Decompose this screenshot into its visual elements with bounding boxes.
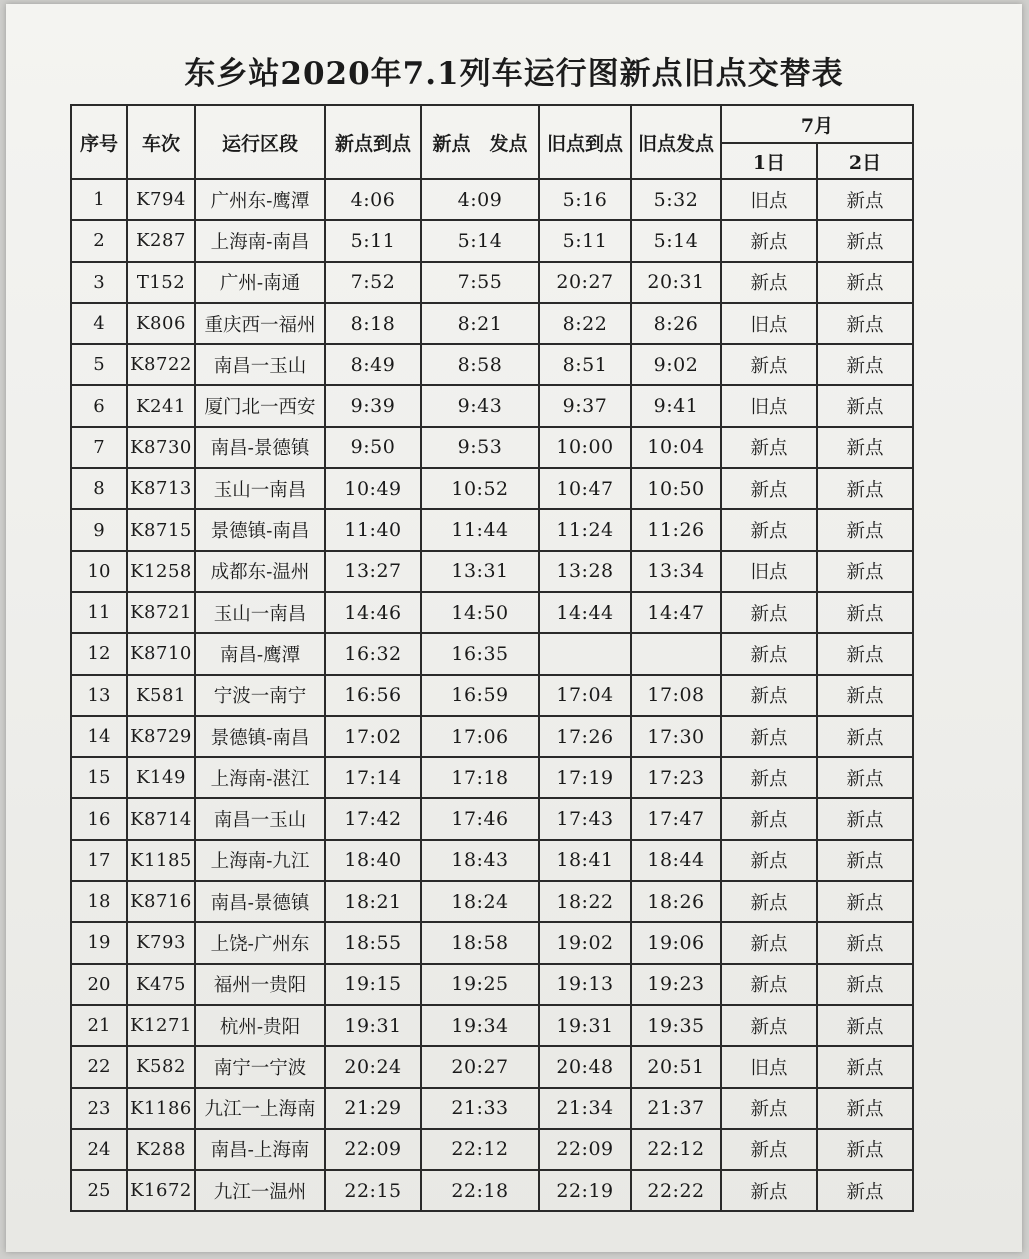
cell-new-arrive: 16:56: [325, 675, 421, 716]
cell-day1: 新点: [721, 675, 817, 716]
table-row: [71, 385, 913, 426]
cell-new-depart: 9:53: [421, 427, 539, 468]
cell-old-depart: 18:26: [631, 881, 721, 922]
cell-old-depart: 10:04: [631, 427, 721, 468]
cell-old-arrive: 10:00: [539, 427, 631, 468]
cell-new-arrive: 17:42: [325, 798, 421, 839]
cell-day1: 新点: [721, 220, 817, 261]
cell-new-depart: 13:31: [421, 551, 539, 592]
cell-day1: 旧点: [721, 303, 817, 344]
cell-old-arrive: 18:22: [539, 881, 631, 922]
cell-new-arrive: 22:15: [325, 1170, 421, 1211]
cell-day1: 新点: [721, 468, 817, 509]
cell-new-arrive: 17:02: [325, 716, 421, 757]
cell-seq: 15: [71, 757, 127, 798]
cell-section: 杭州-贵阳: [195, 1005, 325, 1046]
cell-new-depart: 4:09: [421, 179, 539, 220]
cell-train: K1186: [127, 1088, 195, 1129]
cell-section: 上海南-九江: [195, 840, 325, 881]
page-title: 东乡站2020年7.1列车运行图新点旧点交替表: [184, 56, 844, 92]
cell-old-depart: 14:47: [631, 592, 721, 633]
cell-new-depart: 5:14: [421, 220, 539, 261]
table-row: [71, 964, 913, 1005]
cell-day1: 新点: [721, 427, 817, 468]
cell-train: K8714: [127, 798, 195, 839]
cell-old-arrive: 17:19: [539, 757, 631, 798]
cell-new-depart: 17:06: [421, 716, 539, 757]
cell-day2: 新点: [817, 1005, 913, 1046]
header-month: 7月: [721, 105, 913, 143]
cell-day1: 新点: [721, 1170, 817, 1211]
cell-section: 景德镇-南昌: [195, 509, 325, 550]
cell-train: K1271: [127, 1005, 195, 1046]
cell-day1: 新点: [721, 1129, 817, 1170]
cell-old-arrive: 17:43: [539, 798, 631, 839]
cell-new-depart: 19:34: [421, 1005, 539, 1046]
cell-new-depart: 22:12: [421, 1129, 539, 1170]
header-train: 车次: [127, 105, 195, 179]
cell-train: K8715: [127, 509, 195, 550]
header-section: 运行区段: [195, 105, 325, 179]
cell-old-depart: 20:31: [631, 262, 721, 303]
cell-day1: 新点: [721, 881, 817, 922]
cell-seq: 11: [71, 592, 127, 633]
cell-new-arrive: 16:32: [325, 633, 421, 674]
cell-day2: 新点: [817, 757, 913, 798]
cell-old-depart: 18:44: [631, 840, 721, 881]
cell-day2: 新点: [817, 179, 913, 220]
cell-day1: 新点: [721, 344, 817, 385]
cell-new-depart: 14:50: [421, 592, 539, 633]
cell-day2: 新点: [817, 509, 913, 550]
table-body: [71, 179, 913, 1211]
cell-seq: 12: [71, 633, 127, 674]
table-row: [71, 303, 913, 344]
table-row: [71, 551, 913, 592]
cell-day2: 新点: [817, 592, 913, 633]
cell-old-depart: 9:41: [631, 385, 721, 426]
table-row: [71, 344, 913, 385]
cell-old-arrive: 17:04: [539, 675, 631, 716]
cell-new-arrive: 9:39: [325, 385, 421, 426]
cell-new-depart: 11:44: [421, 509, 539, 550]
cell-old-arrive: 19:02: [539, 922, 631, 963]
cell-section: 南昌-鹰潭: [195, 633, 325, 674]
cell-seq: 23: [71, 1088, 127, 1129]
cell-seq: 24: [71, 1129, 127, 1170]
cell-new-depart: 21:33: [421, 1088, 539, 1129]
cell-day2: 新点: [817, 262, 913, 303]
cell-old-arrive: 13:28: [539, 551, 631, 592]
header-old-depart: 旧点发点: [631, 105, 721, 179]
cell-new-arrive: 18:21: [325, 881, 421, 922]
cell-day2: 新点: [817, 798, 913, 839]
cell-new-arrive: 18:55: [325, 922, 421, 963]
cell-train: K8716: [127, 881, 195, 922]
cell-new-depart: 18:24: [421, 881, 539, 922]
cell-old-arrive: 19:13: [539, 964, 631, 1005]
cell-day1: 新点: [721, 262, 817, 303]
cell-new-arrive: 5:11: [325, 220, 421, 261]
cell-old-depart: 11:26: [631, 509, 721, 550]
header-old-arrive: 旧点到点: [539, 105, 631, 179]
cell-seq: 9: [71, 509, 127, 550]
cell-old-arrive: 20:27: [539, 262, 631, 303]
cell-day2: 新点: [817, 385, 913, 426]
cell-day2: 新点: [817, 881, 913, 922]
cell-seq: 7: [71, 427, 127, 468]
table-row: [71, 1046, 913, 1087]
cell-section: 成都东-温州: [195, 551, 325, 592]
cell-section: 重庆西一福州: [195, 303, 325, 344]
table-row: [71, 840, 913, 881]
cell-day1: 新点: [721, 964, 817, 1005]
cell-seq: 8: [71, 468, 127, 509]
cell-section: 广州-南通: [195, 262, 325, 303]
cell-day2: 新点: [817, 220, 913, 261]
cell-section: 玉山一南昌: [195, 592, 325, 633]
table-row: [71, 220, 913, 261]
cell-day2: 新点: [817, 1046, 913, 1087]
cell-new-arrive: 21:29: [325, 1088, 421, 1129]
cell-day2: 新点: [817, 303, 913, 344]
cell-old-depart: 19:23: [631, 964, 721, 1005]
cell-train: K8729: [127, 716, 195, 757]
cell-train: K287: [127, 220, 195, 261]
cell-day1: 新点: [721, 798, 817, 839]
cell-section: 宁波一南宁: [195, 675, 325, 716]
cell-day1: 旧点: [721, 1046, 817, 1087]
cell-day2: 新点: [817, 1170, 913, 1211]
cell-old-depart: 17:08: [631, 675, 721, 716]
cell-section: 九江一上海南: [195, 1088, 325, 1129]
cell-new-depart: 7:55: [421, 262, 539, 303]
cell-old-depart: 17:30: [631, 716, 721, 757]
cell-old-arrive: 19:31: [539, 1005, 631, 1046]
cell-old-arrive: 5:11: [539, 220, 631, 261]
cell-section: 南昌-景德镇: [195, 881, 325, 922]
cell-seq: 6: [71, 385, 127, 426]
cell-new-depart: 8:21: [421, 303, 539, 344]
cell-section: 南昌-景德镇: [195, 427, 325, 468]
cell-section: 福州一贵阳: [195, 964, 325, 1005]
cell-train: K8721: [127, 592, 195, 633]
cell-section: 南昌一玉山: [195, 344, 325, 385]
cell-old-depart: 5:32: [631, 179, 721, 220]
cell-old-depart: 22:22: [631, 1170, 721, 1211]
cell-old-depart: 9:02: [631, 344, 721, 385]
table-row: [71, 1088, 913, 1129]
cell-train: T152: [127, 262, 195, 303]
cell-train: K581: [127, 675, 195, 716]
cell-day1: 新点: [721, 592, 817, 633]
cell-day1: 新点: [721, 716, 817, 757]
cell-old-arrive: [539, 633, 631, 674]
table-row: [71, 427, 913, 468]
cell-seq: 21: [71, 1005, 127, 1046]
cell-train: K149: [127, 757, 195, 798]
table-header: [71, 105, 913, 179]
cell-day2: 新点: [817, 633, 913, 674]
cell-new-depart: 17:18: [421, 757, 539, 798]
cell-old-depart: 19:06: [631, 922, 721, 963]
cell-day1: 旧点: [721, 179, 817, 220]
cell-seq: 20: [71, 964, 127, 1005]
table-row: [71, 675, 913, 716]
cell-old-arrive: 8:22: [539, 303, 631, 344]
cell-train: K1185: [127, 840, 195, 881]
cell-old-arrive: 20:48: [539, 1046, 631, 1087]
table-row: [71, 922, 913, 963]
cell-new-arrive: 20:24: [325, 1046, 421, 1087]
cell-day2: 新点: [817, 551, 913, 592]
cell-day2: 新点: [817, 344, 913, 385]
cell-day1: 新点: [721, 840, 817, 881]
cell-new-depart: 22:18: [421, 1170, 539, 1211]
cell-day1: 新点: [721, 922, 817, 963]
table-row: [71, 1170, 913, 1211]
cell-day2: 新点: [817, 675, 913, 716]
cell-day1: 新点: [721, 509, 817, 550]
cell-new-arrive: 7:52: [325, 262, 421, 303]
cell-old-depart: 20:51: [631, 1046, 721, 1087]
cell-seq: 2: [71, 220, 127, 261]
cell-old-arrive: 18:41: [539, 840, 631, 881]
cell-train: K8710: [127, 633, 195, 674]
paper-sheet: [6, 4, 1022, 1252]
cell-section: 玉山一南昌: [195, 468, 325, 509]
cell-day2: 新点: [817, 1129, 913, 1170]
table-row: [71, 881, 913, 922]
cell-section: 上海南-湛江: [195, 757, 325, 798]
cell-new-arrive: 19:31: [325, 1005, 421, 1046]
cell-seq: 3: [71, 262, 127, 303]
cell-old-depart: 22:12: [631, 1129, 721, 1170]
header-new-arrive: 新点到点: [325, 105, 421, 179]
cell-train: K475: [127, 964, 195, 1005]
cell-section: 南昌一玉山: [195, 798, 325, 839]
cell-section: 上海南-南昌: [195, 220, 325, 261]
table-row: [71, 633, 913, 674]
cell-section: 景德镇-南昌: [195, 716, 325, 757]
cell-new-arrive: 11:40: [325, 509, 421, 550]
cell-section: 南昌-上海南: [195, 1129, 325, 1170]
cell-seq: 5: [71, 344, 127, 385]
table-row: [71, 509, 913, 550]
cell-new-depart: 20:27: [421, 1046, 539, 1087]
cell-old-depart: 13:34: [631, 551, 721, 592]
header-day2: 2日: [817, 143, 913, 179]
cell-day1: 新点: [721, 1088, 817, 1129]
cell-new-arrive: 17:14: [325, 757, 421, 798]
cell-day2: 新点: [817, 716, 913, 757]
cell-new-arrive: 14:46: [325, 592, 421, 633]
cell-section: 九江一温州: [195, 1170, 325, 1211]
cell-day1: 新点: [721, 1005, 817, 1046]
cell-old-arrive: 10:47: [539, 468, 631, 509]
cell-train: K8730: [127, 427, 195, 468]
cell-train: K241: [127, 385, 195, 426]
cell-new-depart: 9:43: [421, 385, 539, 426]
cell-day2: 新点: [817, 922, 913, 963]
cell-seq: 16: [71, 798, 127, 839]
cell-seq: 14: [71, 716, 127, 757]
cell-seq: 10: [71, 551, 127, 592]
cell-train: K794: [127, 179, 195, 220]
cell-train: K288: [127, 1129, 195, 1170]
cell-section: 厦门北一西安: [195, 385, 325, 426]
cell-old-depart: 5:14: [631, 220, 721, 261]
cell-train: K793: [127, 922, 195, 963]
table-row: [71, 592, 913, 633]
header-new-depart: 新点 发点: [421, 105, 539, 179]
cell-train: K8713: [127, 468, 195, 509]
cell-day1: 旧点: [721, 551, 817, 592]
cell-train: K582: [127, 1046, 195, 1087]
timetable: [70, 104, 914, 1212]
cell-day2: 新点: [817, 468, 913, 509]
cell-day1: 旧点: [721, 385, 817, 426]
cell-new-depart: 8:58: [421, 344, 539, 385]
cell-new-arrive: 9:50: [325, 427, 421, 468]
cell-new-arrive: 10:49: [325, 468, 421, 509]
cell-new-arrive: 18:40: [325, 840, 421, 881]
cell-old-depart: 17:23: [631, 757, 721, 798]
cell-new-depart: 18:43: [421, 840, 539, 881]
cell-new-depart: 17:46: [421, 798, 539, 839]
cell-old-arrive: 8:51: [539, 344, 631, 385]
cell-old-depart: 17:47: [631, 798, 721, 839]
cell-train: K1672: [127, 1170, 195, 1211]
cell-old-arrive: 17:26: [539, 716, 631, 757]
cell-new-arrive: 8:18: [325, 303, 421, 344]
cell-new-depart: 10:52: [421, 468, 539, 509]
table-row: [71, 798, 913, 839]
cell-day1: 新点: [721, 633, 817, 674]
cell-train: K1258: [127, 551, 195, 592]
cell-old-arrive: 21:34: [539, 1088, 631, 1129]
table-row: [71, 468, 913, 509]
cell-seq: 18: [71, 881, 127, 922]
cell-day2: 新点: [817, 1088, 913, 1129]
cell-old-arrive: 9:37: [539, 385, 631, 426]
cell-section: 南宁一宁波: [195, 1046, 325, 1087]
cell-train: K806: [127, 303, 195, 344]
cell-seq: 19: [71, 922, 127, 963]
cell-day2: 新点: [817, 427, 913, 468]
cell-old-arrive: 5:16: [539, 179, 631, 220]
cell-train: K8722: [127, 344, 195, 385]
header-day1: 1日: [721, 143, 817, 179]
cell-day2: 新点: [817, 840, 913, 881]
cell-day1: 新点: [721, 757, 817, 798]
cell-old-depart: 8:26: [631, 303, 721, 344]
cell-old-arrive: 22:19: [539, 1170, 631, 1211]
cell-new-arrive: 8:49: [325, 344, 421, 385]
cell-old-depart: 10:50: [631, 468, 721, 509]
cell-old-depart: 19:35: [631, 1005, 721, 1046]
table-row: [71, 179, 913, 220]
cell-section: 上饶-广州东: [195, 922, 325, 963]
cell-new-arrive: 13:27: [325, 551, 421, 592]
header-seq: 序号: [71, 105, 127, 179]
cell-new-arrive: 22:09: [325, 1129, 421, 1170]
cell-old-arrive: 11:24: [539, 509, 631, 550]
cell-new-depart: 16:35: [421, 633, 539, 674]
cell-seq: 4: [71, 303, 127, 344]
cell-new-arrive: 4:06: [325, 179, 421, 220]
table-row: [71, 262, 913, 303]
cell-old-arrive: 22:09: [539, 1129, 631, 1170]
table-row: [71, 1005, 913, 1046]
cell-new-depart: 16:59: [421, 675, 539, 716]
cell-seq: 25: [71, 1170, 127, 1211]
cell-seq: 1: [71, 179, 127, 220]
cell-new-depart: 19:25: [421, 964, 539, 1005]
cell-section: 广州东-鹰潭: [195, 179, 325, 220]
cell-new-depart: 18:58: [421, 922, 539, 963]
cell-seq: 22: [71, 1046, 127, 1087]
table-row: [71, 716, 913, 757]
cell-seq: 17: [71, 840, 127, 881]
cell-old-depart: [631, 633, 721, 674]
cell-day2: 新点: [817, 964, 913, 1005]
cell-seq: 13: [71, 675, 127, 716]
cell-old-depart: 21:37: [631, 1088, 721, 1129]
table-row: [71, 757, 913, 798]
cell-new-arrive: 19:15: [325, 964, 421, 1005]
table-row: [71, 1129, 913, 1170]
cell-old-arrive: 14:44: [539, 592, 631, 633]
